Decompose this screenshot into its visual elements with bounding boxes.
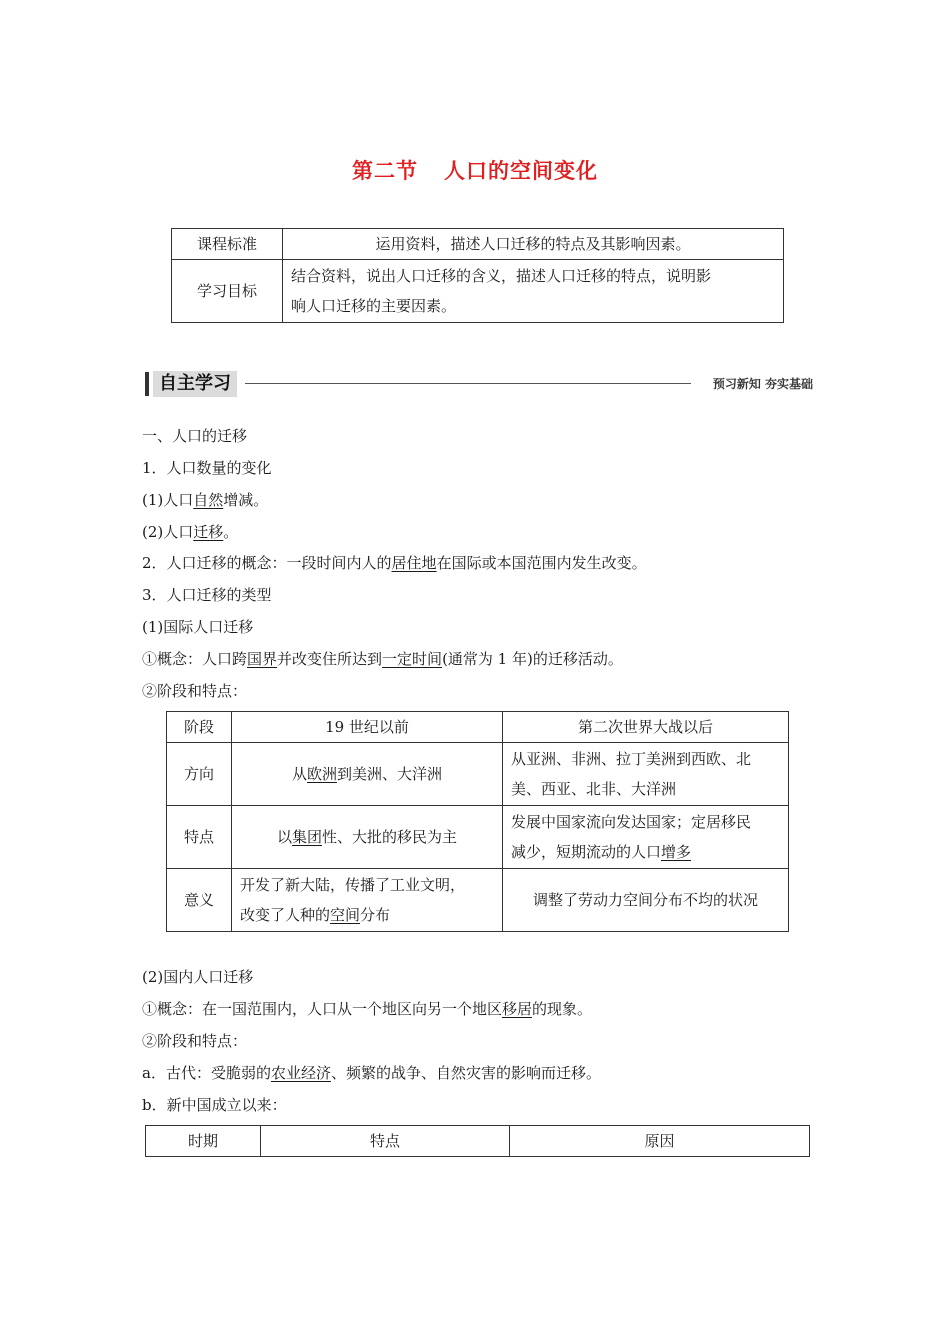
- paragraph: ②阶段和特点：: [142, 1032, 248, 1050]
- table-header-cell: 特点: [261, 1126, 510, 1157]
- paragraph: ①概念：人口跨国界并改变住所达到一定时间(通常为 1 年)的迁移活动。: [142, 650, 623, 668]
- domestic-migration-table: [145, 1125, 810, 1157]
- paragraph: 2．人口迁移的概念：一段时间内人的居住地在国际或本国范围内发生改变。: [142, 554, 647, 572]
- international-migration-table: [166, 711, 789, 932]
- table-header-cell: 时期: [146, 1126, 261, 1157]
- table-header-cell: 19 世纪以前: [232, 712, 503, 743]
- table-header-cell: 原因: [510, 1126, 810, 1157]
- table-row: [172, 260, 784, 323]
- cell-line: 结合资料，说出人口迁移的含义，描述人口迁移的特点，说明影: [291, 267, 712, 285]
- table-cell: [283, 260, 784, 323]
- table-header-cell: 课程标准: [172, 229, 283, 260]
- subheading: 1．人口数量的变化: [142, 459, 272, 477]
- table-header-cell: 第二次世界大战以后: [503, 712, 789, 743]
- page-title: [0, 155, 950, 185]
- section-marker: [145, 372, 149, 396]
- table-row: [167, 712, 789, 743]
- table-header-cell: 学习目标: [172, 260, 283, 323]
- subheading: 3．人口迁移的类型: [142, 586, 272, 604]
- paragraph: (1)人口自然增减。: [142, 491, 269, 509]
- section-header: [145, 369, 813, 399]
- table-row: [172, 229, 784, 260]
- paragraph: (1)国际人口迁移: [142, 618, 254, 636]
- table-header-cell: 特点: [167, 806, 232, 869]
- table-row: [146, 1126, 810, 1157]
- table-cell: 以集团性、大批的移民为主: [232, 806, 503, 869]
- cell-line: 响人口迁移的主要因素。: [291, 297, 457, 315]
- table-row: [167, 806, 789, 869]
- table-cell: 调整了劳动力空间分布不均的状况: [503, 869, 789, 932]
- paragraph: ①概念：在一国范围内，人口从一个地区向另一个地区移居的现象。: [142, 1000, 593, 1018]
- section-tag: 自主学习: [153, 371, 237, 397]
- table-row: [167, 869, 789, 932]
- table-cell: 开发了新大陆，传播了工业文明， 改变了人种的空间分布: [232, 869, 503, 932]
- paragraph: ②阶段和特点：: [142, 682, 248, 700]
- table-header-cell: 阶段: [167, 712, 232, 743]
- table-cell: 从亚洲、非洲、拉丁美洲到西欧、北 美、西亚、北非、大洋洲: [503, 743, 789, 806]
- table-row: [167, 743, 789, 806]
- curriculum-table: [171, 228, 784, 323]
- heading: 一、人口的迁移: [142, 427, 248, 445]
- table-cell: 从欧洲到美洲、大洋洲: [232, 743, 503, 806]
- section-number: 第二节: [352, 159, 418, 183]
- table-header-cell: 意义: [167, 869, 232, 932]
- section-subtitle: 预习新知 夯实基础: [712, 377, 813, 391]
- paragraph: a．古代：受脆弱的农业经济、频繁的战争、自然灾害的影响而迁移。: [142, 1064, 601, 1082]
- paragraph: (2)人口迁移。: [142, 523, 239, 541]
- table-cell: 运用资料，描述人口迁移的特点及其影响因素。: [283, 229, 784, 260]
- section-divider: [245, 383, 691, 384]
- paragraph: b．新中国成立以来：: [142, 1096, 287, 1114]
- paragraph: (2)国内人口迁移: [142, 968, 254, 986]
- table-cell: 发展中国家流向发达国家；定居移民 减少，短期流动的人口增多: [503, 806, 789, 869]
- section-title: 人口的空间变化: [444, 159, 598, 183]
- table-header-cell: 方向: [167, 743, 232, 806]
